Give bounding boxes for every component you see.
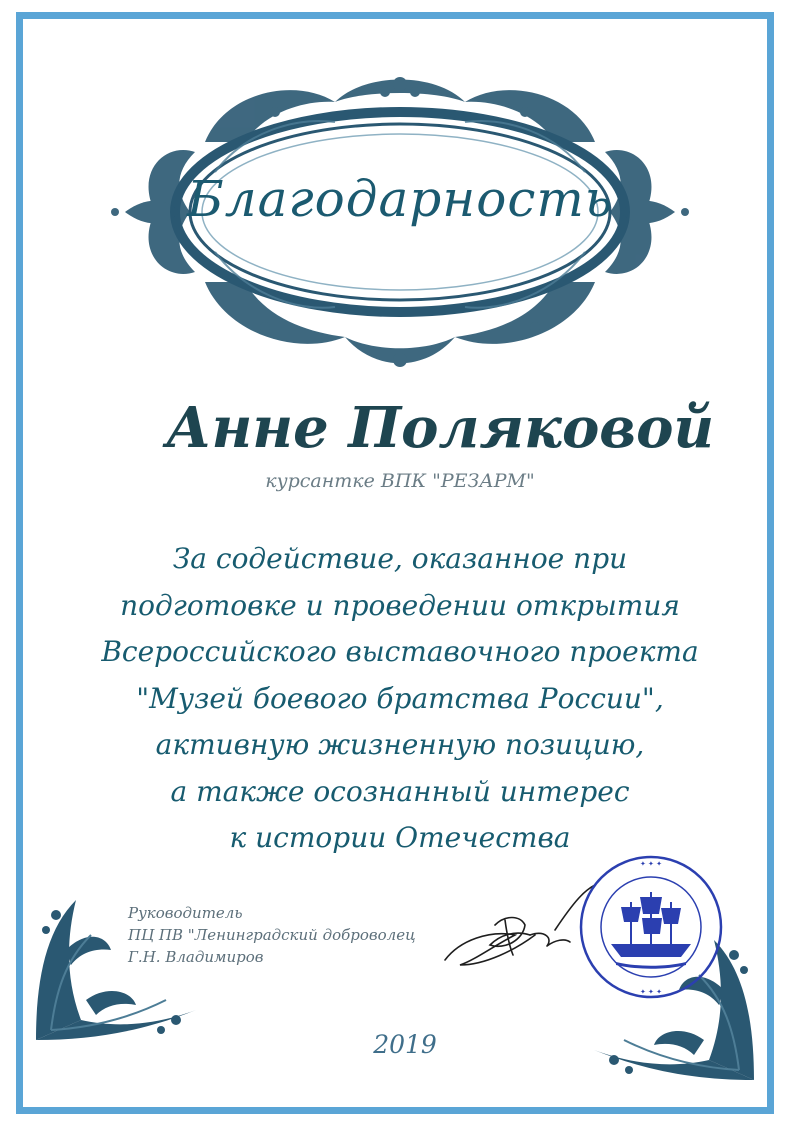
body-line: Всероссийского выставочного проекта <box>101 635 699 668</box>
svg-text:✦ ✦ ✦: ✦ ✦ ✦ <box>639 988 663 996</box>
signer-name: Г.Н. Владимиров <box>128 948 264 966</box>
body-line: активную жизненную позицию, <box>155 728 645 761</box>
ship-stamp <box>576 852 726 1002</box>
recipient-name: Анне Поляковой <box>165 395 715 461</box>
body-line: подготовке и проведении открытия <box>120 588 680 622</box>
certificate-title: Благодарность <box>187 170 613 228</box>
body-line: а также осознанный интерес <box>170 774 630 808</box>
body-line: За содействие, оказанное при <box>172 542 628 575</box>
signer-position: Руководитель <box>128 904 243 922</box>
svg-text:✦ ✦ ✦: ✦ ✦ ✦ <box>639 860 663 868</box>
certificate-body <box>40 536 760 862</box>
body-line: к истории Отечества <box>229 821 571 854</box>
signer-organization: ПЦ ПВ "Ленинградский доброволец <box>128 926 416 944</box>
certificate-year: 2019 <box>373 1030 437 1059</box>
body-line: "Музей боевого братства России", <box>136 681 664 715</box>
recipient-role: курсантке ВПК "РЕЗАРМ" <box>265 470 535 492</box>
signer-block <box>128 902 416 968</box>
